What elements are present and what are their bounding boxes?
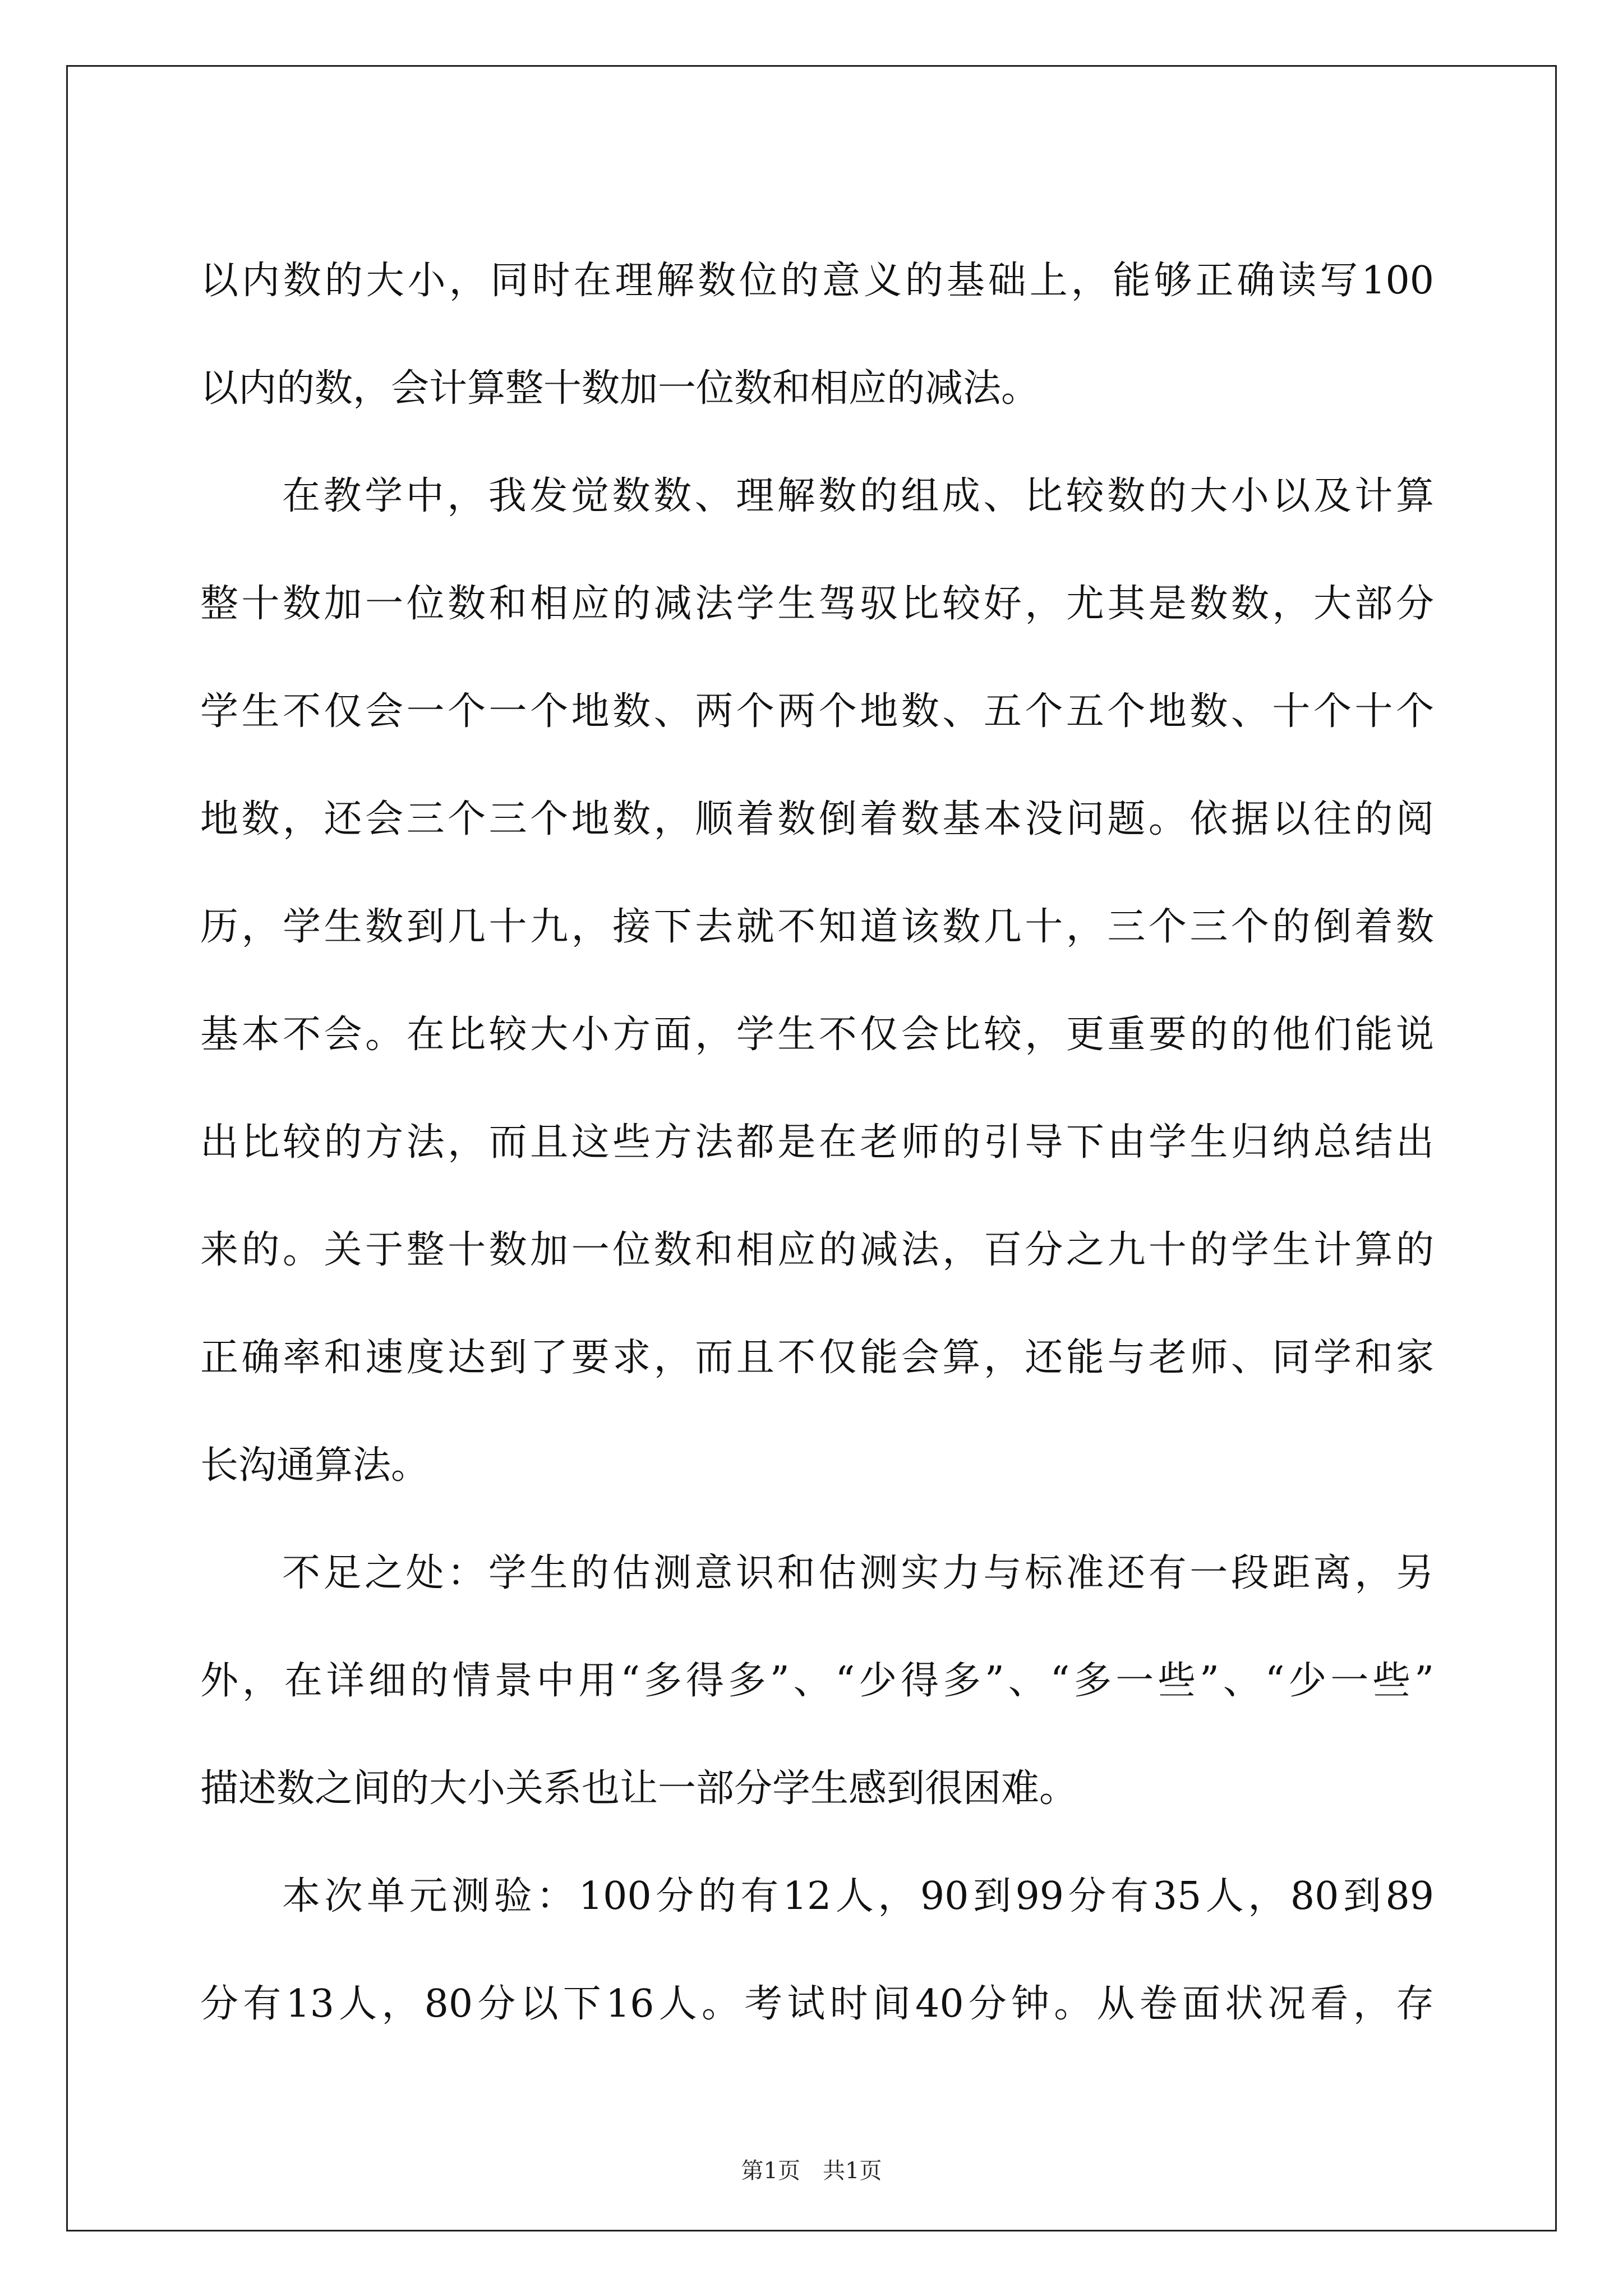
text-line: 长沟通算法。 <box>200 1443 430 1488</box>
text-line: 正确率和速度达到了要求，而且不仅能会算，还能与老师、同学和家 <box>200 1336 1434 1380</box>
text-line: 历，学生数到几十九，接下去就不知道该数几十，三个三个的倒着数 <box>200 905 1434 949</box>
text-line: 来的。关于整十数加一位数和相应的减法，百分之九十的学生计算的 <box>200 1228 1434 1272</box>
text-line: 学生不仅会一个一个地数、两个两个地数、五个五个地数、十个十个 <box>200 689 1434 734</box>
text-line: 出比较的方法，而且这些方法都是在老师的引导下由学生归纳总结出 <box>200 1120 1434 1165</box>
document-body <box>200 227 1434 2058</box>
text-line: 地数，还会三个三个地数，顺着数倒着数基本没问题。依据以往的阅 <box>200 797 1434 841</box>
text-line: 描述数之间的大小关系也让一部分学生感到很困难。 <box>200 1766 1078 1811</box>
paragraph-start-line: 本次单元测验：100分的有12人，90到99分有35人，80到89 <box>282 1874 1434 1918</box>
text-line: 整十数加一位数和相应的减法学生驾驭比较好，尤其是数数，大部分 <box>200 582 1434 626</box>
text-line: 以内数的大小，同时在理解数位的意义的基础上，能够正确读写100 <box>200 259 1434 303</box>
text-line: 分有13人，80分以下16人。考试时间40分钟。从卷面状况看，存 <box>200 1982 1434 2026</box>
text-line: 基本不会。在比较大小方面，学生不仅会比较，更重要的的他们能说 <box>200 1013 1434 1057</box>
paragraph-start-line: 在教学中，我发觉数数、理解数的组成、比较数的大小以及计算 <box>282 474 1434 518</box>
paragraph-start-line: 不足之处：学生的估测意识和估测实力与标准还有一段距离，另 <box>282 1551 1434 1595</box>
text-line: 以内的数，会计算整十数加一位数和相应的减法。 <box>200 366 1040 411</box>
page-number-footer: 第1页 共1页 <box>741 2158 882 2184</box>
text-line: 外，在详细的情景中用“多得多”、“少得多”、“多一些”、“少一些” <box>200 1659 1434 1703</box>
